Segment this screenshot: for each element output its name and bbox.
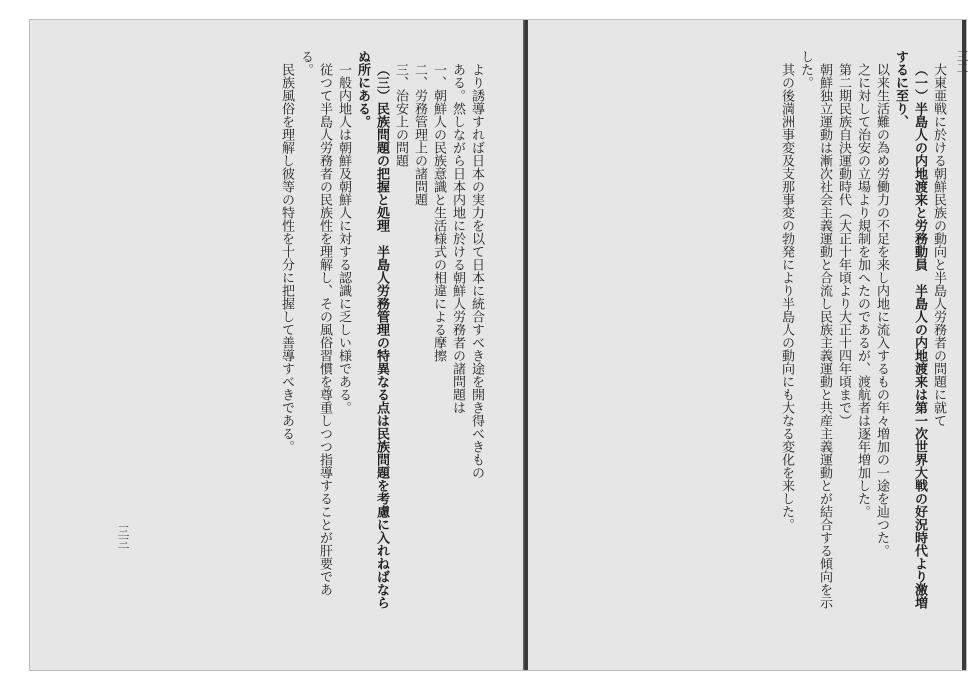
page-edge-shadow: [962, 20, 966, 670]
left-paragraph: 民族風俗を理解し彼等の特性を十分に把握して善導すべきである。: [279, 63, 294, 453]
right-paragraph: 朝鮮独立運動は漸次社会主義運動と合流し民族主義運動と共産主義運動とが結合する傾向を示した。: [798, 50, 832, 609]
left-paragraph: 一般内地人は朝鮮及朝鮮人に対する認識に乏しい様である。: [336, 63, 351, 414]
left-paragraph: より誘導すれば日本の実力を以て日本に統合すべき途を開き得べきもの: [469, 63, 484, 479]
left-paragraph: 一、朝鮮人の民族意識と生活様式の相違による摩擦: [431, 63, 446, 362]
left-page-body: [46, 50, 486, 610]
left-paragraph: ある。然しながら日本内地に於ける朝鮮人労務者の諸問題は: [450, 63, 465, 414]
right-paragraph: 其の後満洲事変及支那事変の勃発により半島人の動向にも大なる変化を来した。: [779, 63, 794, 531]
right-paragraph: 之に対して治安の立場より規制を加へたのであるが、渡航者は逐年増加した。: [855, 63, 870, 518]
right-section-heading: （一）半島人の内地渡来と労務動員 半島人の内地渡来は第一次世界大戦の好況時代より激増するに至り、: [893, 50, 927, 609]
left-paragraph: 従つて半島人労務者の民族性を理解し、その風俗習慣を尊重しつつ指導することが肝要である。: [298, 50, 332, 596]
right-paragraph: 第二期民族自決運動時代（大正十年頃より大正十四年頃まで）: [836, 63, 851, 427]
right-paragraph: 大東亜戦に於ける朝鮮民族の動向と半島人労務者の問題に就て: [931, 63, 946, 427]
left-section-heading: （三）民族問題の把握と処理 半島人労務管理の特異なる点は民族問題を考慮に入れねばならぬ所にある。: [355, 50, 389, 609]
left-paragraph: 三、治安上の問題: [393, 63, 408, 167]
right-page: [528, 20, 966, 670]
right-page-body: [552, 50, 948, 610]
right-paragraph: 以来生活難の為め労働力の不足を来し内地に流入するもの年々増加の一途を辿つた。: [874, 63, 889, 557]
left-page-number: 三三: [116, 525, 130, 549]
scanned-book-spread: [30, 20, 966, 670]
left-page: [30, 20, 526, 670]
left-paragraph: 二、労務管理上の諸問題: [412, 63, 427, 206]
